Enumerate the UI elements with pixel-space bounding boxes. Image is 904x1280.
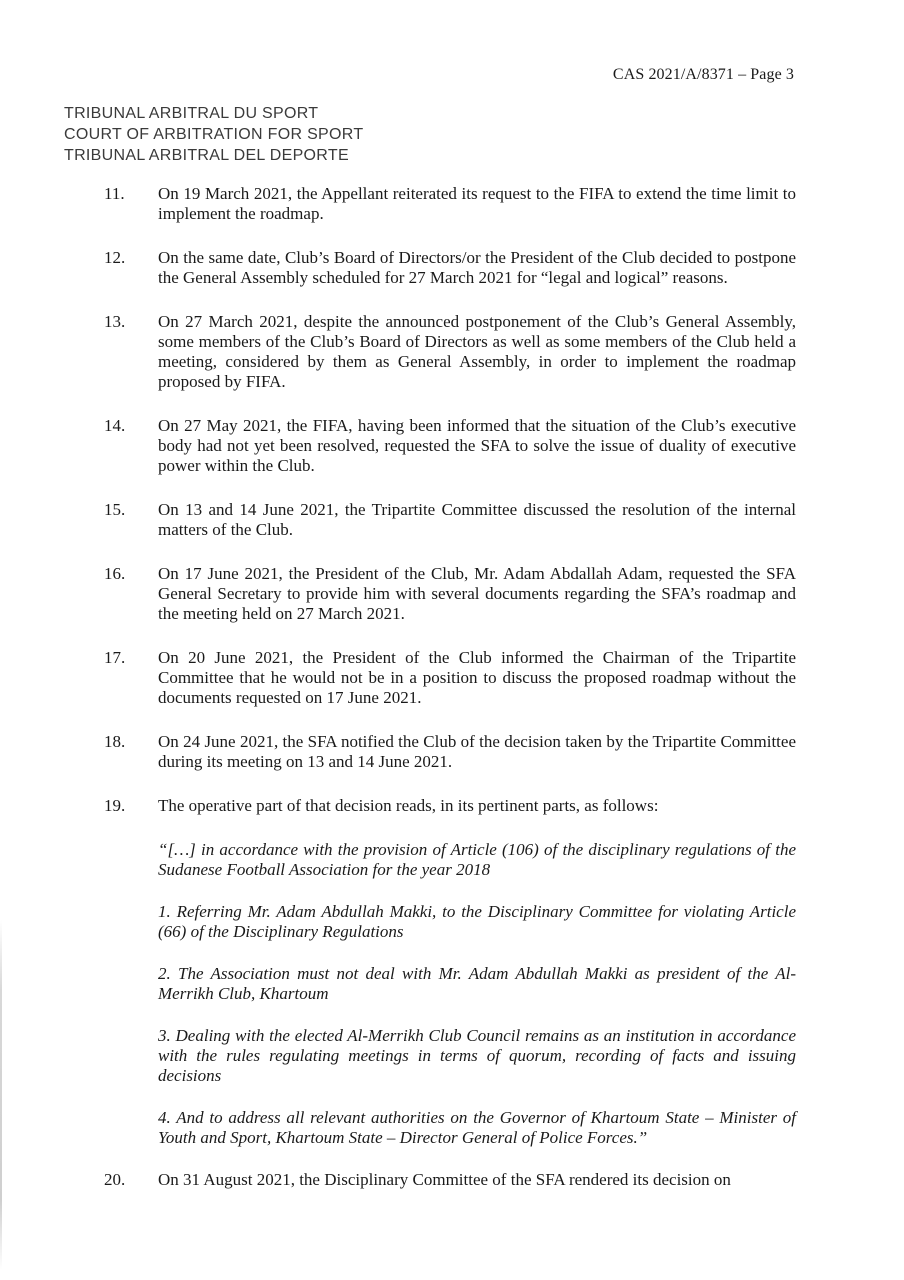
paragraph-number: 12. <box>104 248 126 267</box>
quoted-decision-item: 3. Dealing with the elected Al-Merrikh Club Council remains as an institution in accordance with the rules regulating meetings in terms of quorum, recording of facts and issuing decisions <box>158 1026 796 1085</box>
court-name-spanish: TRIBUNAL ARBITRAL DEL DEPORTE <box>64 147 349 164</box>
scan-edge-shadow <box>0 920 2 1270</box>
paragraph-text: On 20 June 2021, the President of the Club informed the Chairman of the Tripartite Committee that he would not be in a position to discuss the proposed roadmap without the documents requested on 17 June 2021. <box>158 648 796 707</box>
document-body <box>104 184 796 1214</box>
paragraph-text: On 17 June 2021, the President of the Club, Mr. Adam Abdallah Adam, requested the SFA General Secretary to provide him with several documents regarding the SFA’s roadmap and the meeting held on 27 March 2021. <box>158 564 796 623</box>
page-reference: CAS 2021/A/8371 – Page 3 <box>612 66 794 83</box>
paragraph-number: 13. <box>104 312 126 331</box>
paragraph <box>104 1170 796 1190</box>
paragraph <box>104 312 796 392</box>
paragraph-number: 16. <box>104 564 126 583</box>
paragraph-number: 18. <box>104 732 126 751</box>
paragraph-text: On 24 June 2021, the SFA notified the Club of the decision taken by the Tripartite Committee during its meeting on 13 and 14 June 2021. <box>158 732 796 771</box>
paragraph-text: On 31 August 2021, the Disciplinary Committee of the SFA rendered its decision on <box>158 1170 731 1189</box>
paragraph-text: On the same date, Club’s Board of Directors/or the President of the Club decided to postpone the General Assembly scheduled for 27 March 2021 for “legal and logical” reasons. <box>158 248 796 287</box>
paragraph <box>104 500 796 540</box>
paragraph-number: 15. <box>104 500 126 519</box>
paragraph-text: On 27 May 2021, the FIFA, having been informed that the situation of the Club’s executive body had not yet been resolved, requested the SFA to solve the issue of duality of executive power within the Club. <box>158 416 796 475</box>
paragraph <box>104 416 796 476</box>
paragraph-text: On 13 and 14 June 2021, the Tripartite Committee discussed the resolution of the internal matters of the Club. <box>158 500 796 539</box>
paragraph-number: 19. <box>104 796 126 815</box>
paragraph-text: The operative part of that decision reads, in its pertinent parts, as follows: <box>158 796 659 815</box>
paragraph <box>104 248 796 288</box>
paragraph-number: 20. <box>104 1170 126 1189</box>
court-name-french: TRIBUNAL ARBITRAL DU SPORT <box>64 105 319 122</box>
paragraph-number: 11. <box>104 184 125 203</box>
paragraph-text: On 19 March 2021, the Appellant reiterated its request to the FIFA to extend the time limit to implement the roadmap. <box>158 184 796 223</box>
quoted-decision-item: 2. The Association must not deal with Mr. Adam Abdullah Makki as president of the Al-Merrikh Club, Khartoum <box>158 964 796 1003</box>
quoted-decision-intro: “[…] in accordance with the provision of Article (106) of the disciplinary regulations of the Sudanese Football Association for the year 2018 <box>158 840 796 879</box>
paragraph <box>104 732 796 772</box>
court-name-english: COURT OF ARBITRATION FOR SPORT <box>64 126 364 143</box>
paragraph-text: On 27 March 2021, despite the announced postponement of the Club’s General Assembly, some members of the Club’s Board of Directors as well as some members of the Club held a meeting, considered by them as General Assembly, in order to implement the roadmap proposed by FIFA. <box>158 312 796 391</box>
paragraph <box>104 796 796 816</box>
paragraph <box>104 648 796 708</box>
quoted-decision-item: 1. Referring Mr. Adam Abdullah Makki, to the Disciplinary Committee for violating Article (66) of the Disciplinary Regulations <box>158 902 796 941</box>
quoted-decision-item: 4. And to address all relevant authorities on the Governor of Khartoum State – Minister of Youth and Sport, Khartoum State – Director General of Police Forces.” <box>158 1108 796 1147</box>
paragraph-number: 17. <box>104 648 126 667</box>
paragraph <box>104 184 796 224</box>
court-header <box>64 103 363 166</box>
paragraph <box>104 564 796 624</box>
paragraph-number: 14. <box>104 416 126 435</box>
